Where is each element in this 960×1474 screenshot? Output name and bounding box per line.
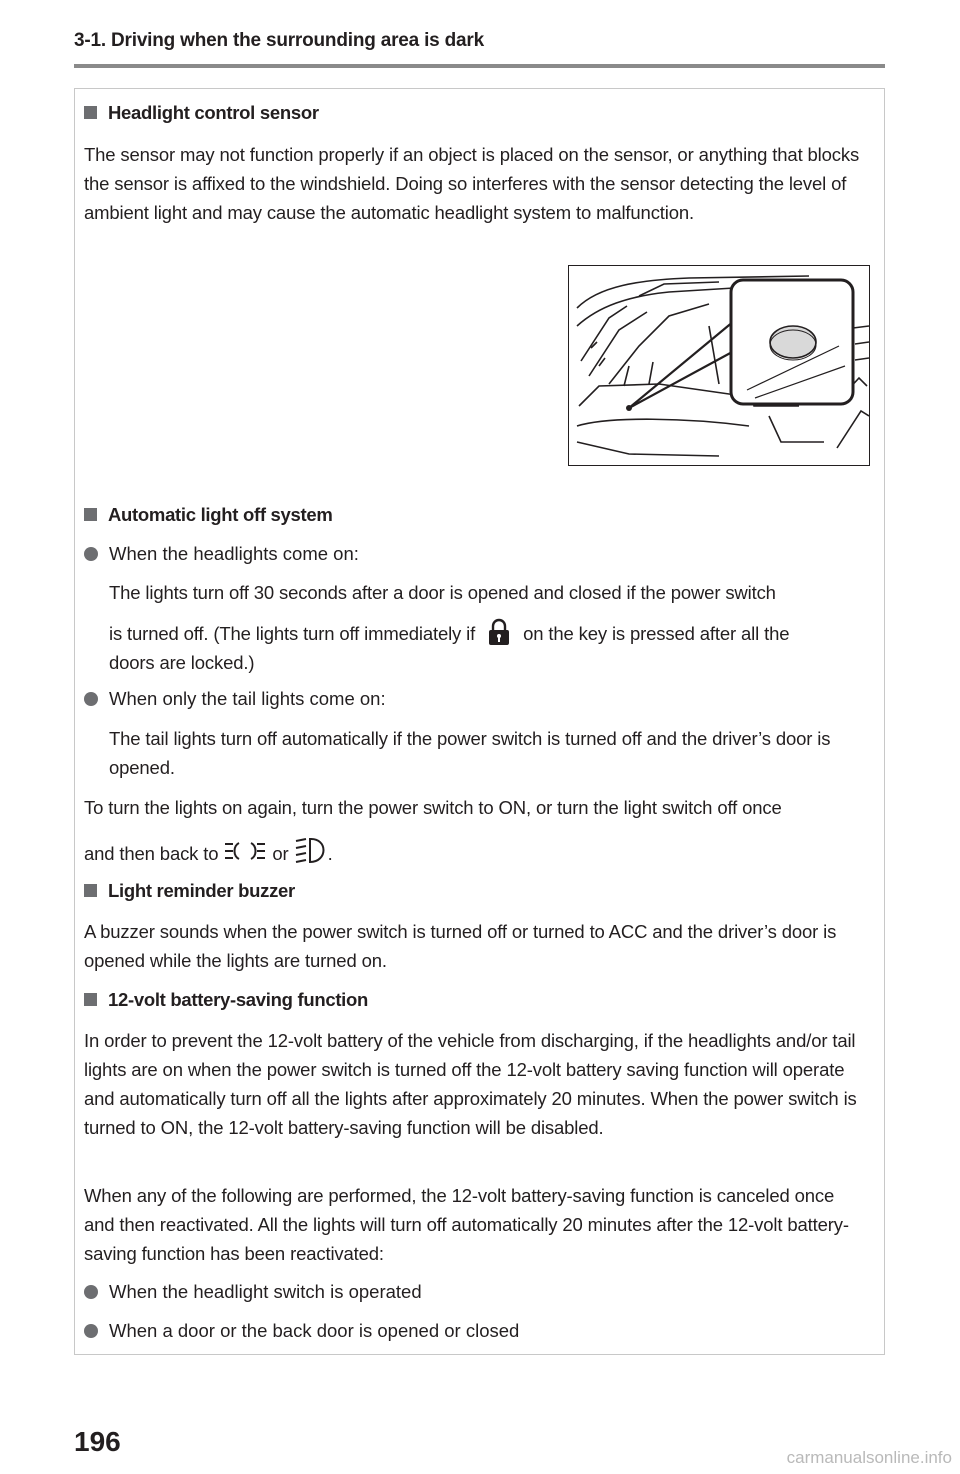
battery-paragraph-1: In order to prevent the 12-volt battery of the vehicle from discharging, if the headlights and/or tail lights are on when the power switch is turned off the 12-volt battery saving function will operate and automatically turn off all the lights after approximately 20 minutes. When the power switch is turned to ON, the 12-volt battery-saving function will be disabled. bbox=[84, 1030, 857, 1138]
tail-lights-on-text: The tail lights turn off automatically if the power switch is turned off and the driver’s door is opened. bbox=[109, 728, 831, 778]
heading-buzzer: Light reminder buzzer bbox=[84, 879, 295, 903]
sensor-paragraph: The sensor may not function properly if an object is placed on the sensor, or anything that blocks the sensor is affixed to the windshield. Doing so interferes with the sensor detecting the level of ambient light and may cause the automatic headlight system to malfunction. bbox=[84, 144, 860, 223]
circle-bullet-icon bbox=[84, 547, 98, 561]
headlights-on-line1: The lights turn off 30 seconds after a door is opened and closed if the power switch bbox=[109, 582, 776, 603]
dashboard-sensor-drawing bbox=[569, 266, 870, 466]
bullet-headlights-on: When the headlights come on: bbox=[84, 539, 359, 568]
heading-sensor: Headlight control sensor bbox=[84, 101, 319, 125]
headlights-on-line2: is turned off. (The lights turn off immediately if on the key is pressed after all the bbox=[109, 618, 869, 654]
turn-on-again-line1: To turn the lights on again, turn the power switch to ON, or turn the light switch off once bbox=[84, 797, 782, 818]
square-bullet-icon bbox=[84, 508, 97, 521]
bullet-headlight-switch: When the headlight switch is operated bbox=[84, 1277, 422, 1306]
circle-bullet-icon bbox=[84, 1285, 98, 1299]
bullet-door-opened: When a door or the back door is opened or closed bbox=[84, 1316, 519, 1345]
watermark: carmanualsonline.info bbox=[786, 1448, 952, 1467]
square-bullet-icon bbox=[84, 106, 97, 119]
heading-auto-off: Automatic light off system bbox=[84, 503, 333, 527]
header-divider bbox=[74, 64, 885, 68]
sensor-location-illustration bbox=[568, 265, 870, 466]
buzzer-paragraph: A buzzer sounds when the power switch is turned off or turned to ACC and the driver’s door is opened while the lights are turned on. bbox=[84, 921, 837, 971]
tail-light-icon bbox=[223, 840, 267, 874]
battery-paragraph-2: When any of the following are performed, the 12-volt battery-saving function is canceled once and then reactivated. All the lights will turn off automatically 20 minutes after the 12-volt battery-saving function has been reactivated: bbox=[84, 1185, 849, 1264]
square-bullet-icon bbox=[84, 884, 97, 897]
circle-bullet-icon bbox=[84, 692, 98, 706]
turn-on-again-line2: and then back to or . bbox=[84, 836, 869, 874]
bullet-tail-lights-on: When only the tail lights come on: bbox=[84, 684, 386, 713]
headlights-on-line3: doors are locked.) bbox=[109, 652, 255, 673]
heading-battery-saving: 12-volt battery-saving function bbox=[84, 988, 368, 1012]
headlight-icon bbox=[294, 836, 328, 874]
circle-bullet-icon bbox=[84, 1324, 98, 1338]
section-title: 3-1. Driving when the surrounding area is dark bbox=[74, 30, 484, 51]
page-number: 196 bbox=[74, 1426, 121, 1457]
square-bullet-icon bbox=[84, 993, 97, 1006]
